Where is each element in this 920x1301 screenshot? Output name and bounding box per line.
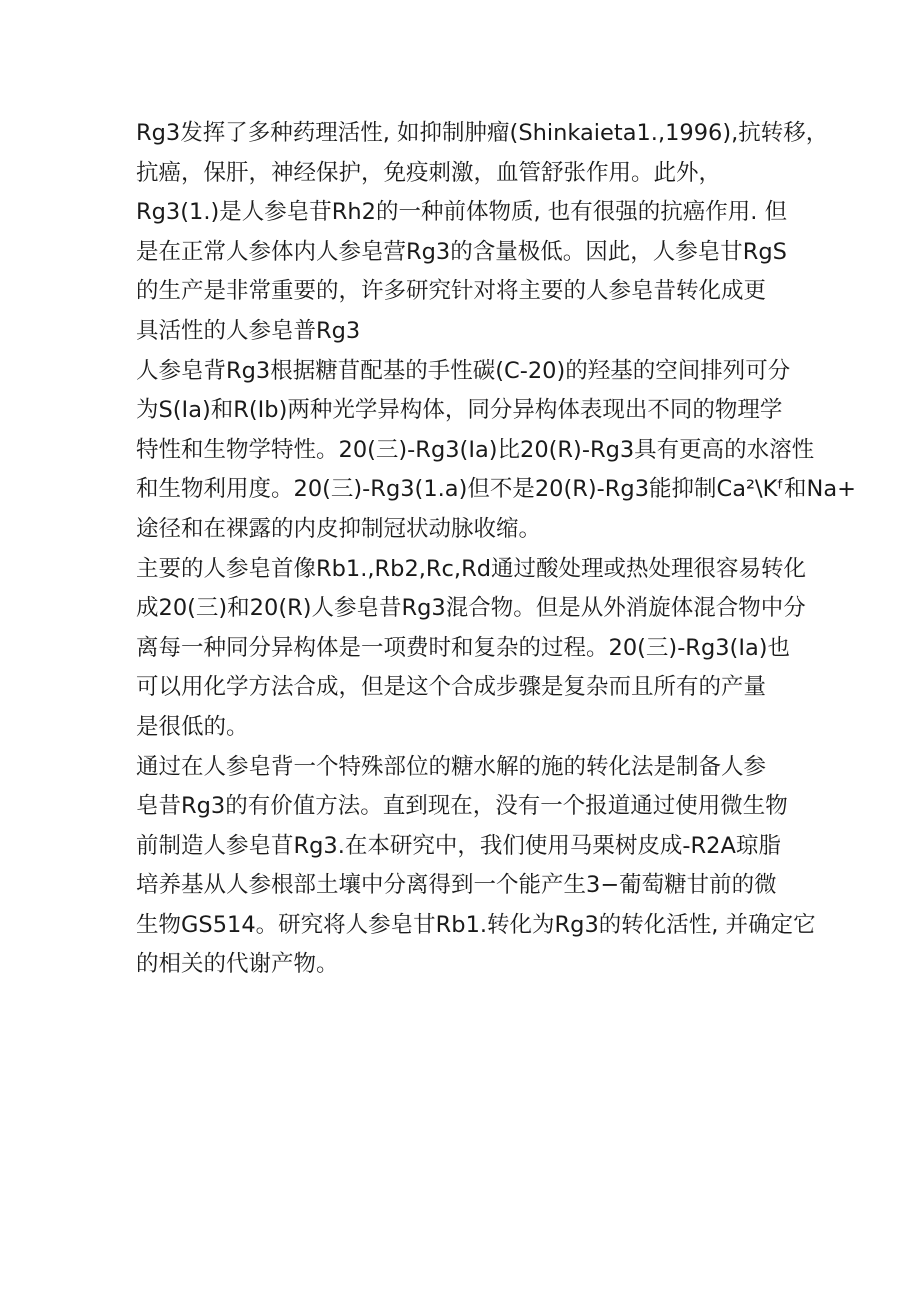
text-line: 具活性的人参皂普Rg3 [136, 317, 361, 344]
text-line: 生物GS514。研究将人参皂甘Rb1.转化为Rg3的转化活性, 并确定它 [136, 911, 816, 938]
text-line: 可以用化学方法合成，但是这个合成步骤是复杂而且所有的产量 [136, 674, 767, 701]
text-line: 特性和生物学特性。20(三)-Rg3(Ia)比20(R)-Rg3具有更高的水溶性 [136, 436, 815, 463]
text-line: 的相关的代谢产物。 [136, 951, 339, 978]
text-line: 主要的人参皂首像Rb1.,Rb2,Rc,Rd通过酸处理或热处理很容易转化 [136, 555, 806, 582]
text-line: 离每一种同分异构体是一项费时和复杂的过程。20(三)-Rg3(Ia)也 [136, 634, 791, 661]
text-line: 途径和在裸露的内皮抑制冠状动脉收缩。 [136, 515, 542, 542]
paragraph-conversion-methods [136, 550, 806, 748]
text-line: 通过在人参皂背一个特殊部位的糖水解的施的转化法是制备人参 [136, 753, 767, 780]
paragraph-stereoisomers [136, 352, 857, 550]
text-line: 人参皂背Rg3根据糖苜配基的手性碳(C-20)的羟基的空间排列可分 [136, 357, 791, 384]
text-line: Rg3发挥了多种药理活性, 如抑制肿瘤(Shinkaieta1.,1996),抗转移， [136, 120, 829, 146]
text-line: 是很低的。 [136, 713, 249, 740]
text-line: 前制造人参皂苜Rg3.在本研究中，我们使用马栗树皮成-R2A琼脂 [136, 832, 781, 859]
text-line: Rg3(1.)是人参皂苷Rh2的一种前体物质, 也有很强的抗癌作用. 但 [136, 199, 788, 226]
text-line: 的生产是非常重要的，许多研究针对将主要的人参皂昔转化成更 [136, 278, 767, 305]
text-line: 和生物利用度。20(三)-Rg3(1.a)但不是20(R)-Rg3能抑制Ca²\Kᶠ和Na+ [136, 476, 857, 503]
text-line: 为S(Ia)和R(Ib)两种光学异构体，同分异构体表现出不同的物理学 [136, 397, 783, 424]
paragraph-rg3-activity [136, 114, 829, 352]
text-line: 是在正常人参体内人参皂营Rg3的含量极低。因此，人参皂甘RgS [136, 238, 787, 265]
paragraph-study-aim [136, 748, 816, 986]
text-line: 抗癌，保肝，神经保护，免疫刺激，血管舒张作用。此外， [136, 159, 722, 186]
text-line: 培养基从人参根部土壤中分离得到一个能产生3−葡萄糖甘前的微 [136, 872, 777, 899]
text-line: 成20(三)和20(R)人参皂昔Rg3混合物。但是从外消旋体混合物中分 [136, 595, 806, 622]
text-line: 皂昔Rg3的有价值方法。直到现在，没有一个报道通过使用微生物 [136, 793, 788, 820]
body-text [136, 114, 857, 985]
